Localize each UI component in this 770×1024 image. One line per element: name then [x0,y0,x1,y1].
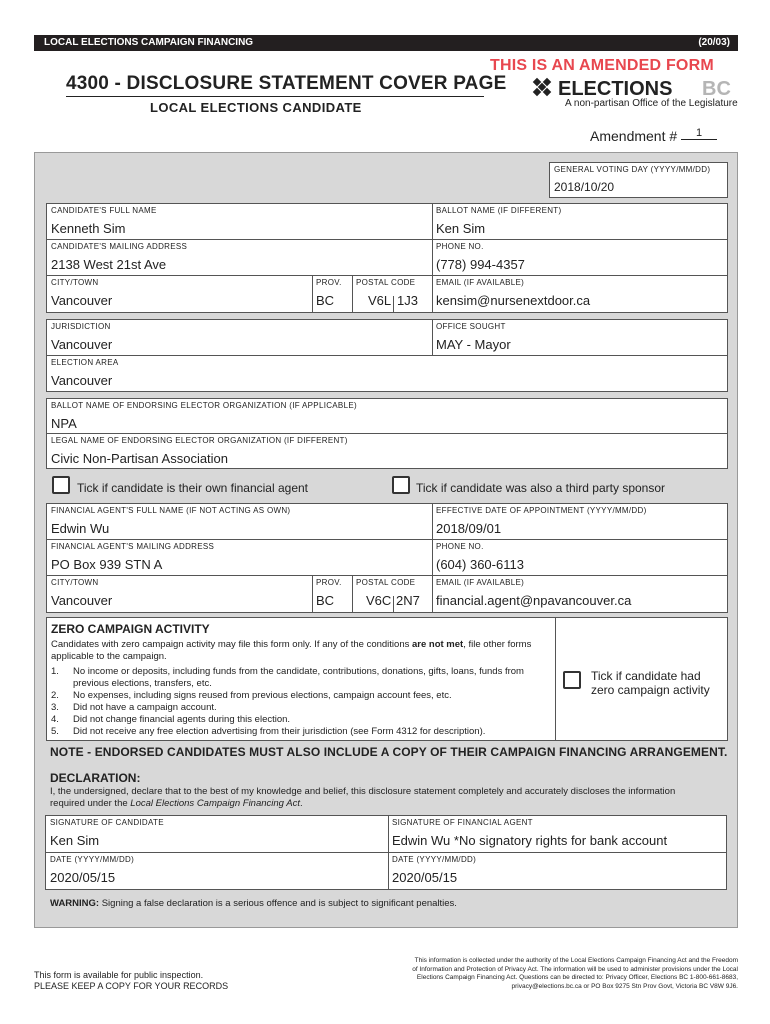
page-subtitle: LOCAL ELECTIONS CANDIDATE [150,100,362,115]
agent-postal-code-part-b: 2N7 [396,593,420,608]
candidate-signature-date-field[interactable] [46,853,388,889]
agent-email-field[interactable] [432,576,728,612]
zero-condition-text: Did not receive any free election advertising from their jurisdiction (see Form 4312 for description). [73,726,486,737]
amended-stamp: THIS IS AN AMENDED FORM [490,57,714,74]
agent-phone-field[interactable] [432,540,728,575]
agent-signature-label: SIGNATURE OF FINANCIAL AGENT [392,818,533,827]
candidate-signature-label: SIGNATURE OF CANDIDATE [50,818,164,827]
agent-appointment-date-label: EFFECTIVE DATE OF APPOINTMENT (YYYY/MM/DD) [436,506,647,515]
org-legal-name-label: LEGAL NAME OF ENDORSING ELECTOR ORGANIZATION (IF DIFFERENT) [51,436,348,445]
declaration-act-name: Local Elections Campaign Financing Act [130,798,300,809]
agent-city-label: CITY/TOWN [51,578,99,587]
election-area-field[interactable] [47,356,727,391]
zero-intro-bold: are not met [412,639,464,650]
amendment-label: Amendment # [590,128,678,144]
zero-condition-number: 2. [51,690,59,701]
agent-mailing-address-label: FINANCIAL AGENT'S MAILING ADDRESS [51,542,215,551]
own-agent-checkbox[interactable] [52,476,70,494]
org-legal-name-field[interactable] [47,434,727,468]
candidate-postal-code-part-b: 1J3 [397,293,418,308]
candidate-city-label: CITY/TOWN [51,278,99,287]
candidate-phone-value: (778) 994-4357 [436,257,525,272]
candidate-phone-label: PHONE NO. [436,242,484,251]
form-series-label: LOCAL ELECTIONS CAMPAIGN FINANCING [44,37,254,48]
zero-condition-item [51,726,556,738]
candidate-signature-date-value: 2020/05/15 [50,870,116,885]
candidate-full-name-value: Kenneth Sim [51,221,126,236]
zero-condition-text: No income or deposits, including funds from the candidate, contributions, donations, gifts, loans, funds from [73,666,524,677]
ballot-name-value: Ken Sim [436,221,486,236]
declaration-heading: DECLARATION: [50,771,141,785]
candidate-email-label: EMAIL (IF AVAILABLE) [436,278,525,287]
general-voting-day-value: 2018/10/20 [554,180,615,194]
agent-postal-code-label: POSTAL CODE [356,578,416,587]
agent-full-name-label: FINANCIAL AGENT'S FULL NAME (IF NOT ACTING AS OWN) [51,506,291,515]
agent-appointment-date-field[interactable] [432,504,728,539]
jurisdiction-label: JURISDICTION [51,322,111,331]
form-frame [34,152,738,928]
candidate-phone-field[interactable] [432,240,728,275]
agent-mailing-address-value: PO Box 939 STN A [51,557,163,572]
agent-province-field[interactable] [312,576,352,612]
jurisdiction-value: Vancouver [51,337,113,352]
agent-email-value: financial.agent@npavancouver.ca [436,593,632,608]
zero-condition-item [51,690,556,702]
org-ballot-name-field[interactable] [47,399,727,433]
agent-city-value: Vancouver [51,593,113,608]
jurisdiction-section [46,319,728,392]
candidate-signature-value: Ken Sim [50,833,100,848]
org-legal-name-value: Civic Non-Partisan Association [51,451,229,466]
candidate-city-field[interactable] [47,276,312,312]
agent-province-value: BC [316,593,335,608]
candidate-province-field[interactable] [312,276,352,312]
candidate-city-value: Vancouver [51,293,113,308]
office-sought-field[interactable] [432,320,728,355]
zero-condition-text: previous elections, transfers, etc. [73,678,212,689]
logo-wordmark: ELECTIONS [558,78,673,99]
agent-mailing-address-field[interactable] [47,540,432,575]
elections-bc-logo-mark [530,77,740,99]
candidate-mailing-address-field[interactable] [47,240,432,275]
zero-intro-text-a: Candidates with zero campaign activity may file this form only. If any of the conditions [51,639,412,650]
declaration-line-1: I, the undersigned, declare that to the best of my knowledge and belief, this disclosure statement completely and accurately discloses the information [50,786,676,797]
agent-signature-date-value: 2020/05/15 [392,870,458,885]
zero-condition-item [51,702,556,714]
zero-activity-checkbox-label [591,669,710,697]
agent-full-name-field[interactable] [47,504,432,539]
election-area-label: ELECTION AREA [51,358,119,367]
office-sought-value: MAY - Mayor [436,337,511,352]
zero-condition-text: Did not change financial agents during this election. [73,714,291,725]
zero-condition-number: 5. [51,726,59,737]
zero-tick-line-b: zero campaign activity [591,683,710,697]
agent-city-field[interactable] [47,576,312,612]
declaration-line-2c: . [299,798,303,809]
agent-province-label: PROV. [316,578,342,587]
zero-condition-item [51,714,556,726]
candidate-province-label: PROV. [316,278,342,287]
general-voting-day-label: GENERAL VOTING DAY (YYYY/MM/DD) [554,165,711,174]
third-party-checkbox-label: Tick if candidate was also a third party sponsor [416,481,666,495]
office-sought-label: OFFICE SOUGHT [436,322,506,331]
agent-postal-code-part-a: V6C [366,593,392,608]
zero-intro-text-b: , file other forms [463,639,532,650]
general-voting-day-field[interactable] [549,162,728,198]
warning-text [50,898,457,909]
agent-appointment-date-value: 2018/09/01 [436,521,502,536]
org-ballot-name-value: NPA [51,416,77,431]
privacy-line-1: This information is collected under the authority of the Local Elections Campaign Financing Act and the Freedom [414,957,738,964]
candidate-postal-code-field[interactable] [352,276,432,312]
agent-postal-code-field[interactable] [352,576,432,612]
zero-condition-item [51,666,556,678]
financial-agent-section [46,503,728,613]
form-top-bar [34,35,738,51]
agent-phone-label: PHONE NO. [436,542,484,551]
form-version: (20/03) [698,37,730,48]
candidate-mailing-address-label: CANDIDATE'S MAILING ADDRESS [51,242,188,251]
zero-activity-intro [51,639,551,663]
zero-tick-line-a: Tick if candidate had [591,669,701,683]
zero-condition-text: No expenses, including signs reused from previous elections, campaign account fees, etc. [73,690,452,701]
zero-campaign-activity-section [46,617,728,741]
privacy-line-2: of Information and Protection of Privacy Act. The information will be used to administer provisions under the Local [412,965,738,973]
privacy-notice [398,957,738,991]
agent-signature-date-field[interactable] [388,853,726,889]
candidate-full-name-field[interactable] [47,204,432,239]
candidate-section [46,203,728,313]
zero-activity-heading: ZERO CAMPAIGN ACTIVITY [51,622,210,636]
elector-organization-section [46,398,728,469]
candidate-signature-date-label: DATE (YYYY/MM/DD) [50,855,135,864]
candidate-email-field[interactable] [432,276,728,312]
warning-message: Signing a false declaration is a serious offence and is subject to significant penalties. [99,898,457,909]
zero-conditions-list [51,666,556,738]
amendment-number [590,128,717,145]
privacy-line-3: Elections Campaign Financing Act. Questions can be directed to: Privacy Officer, Elections BC 1-800-661-8683, [416,974,738,981]
page-title: 4300 - DISCLOSURE STATEMENT COVER PAGE [66,73,507,94]
agent-full-name-value: Edwin Wu [51,521,110,536]
candidate-postal-code-label: POSTAL CODE [356,278,416,287]
public-inspection-note: This form is available for public inspection. [34,970,204,980]
candidate-province-value: BC [316,293,335,308]
zero-condition-text: Did not have a campaign account. [73,702,217,713]
candidate-signature-field[interactable] [46,816,388,852]
logo-tagline: A non-partisan Office of the Legislature [565,98,738,109]
warning-label: WARNING: [50,898,100,909]
agent-signature-value: Edwin Wu *No signatory rights for bank account [392,833,668,848]
keep-copy-note: PLEASE KEEP A COPY FOR YOUR RECORDS [34,981,229,991]
candidate-email-value: kensim@nursenextdoor.ca [436,293,591,308]
agent-signature-field[interactable] [388,816,726,852]
ballot-name-field[interactable] [432,204,728,239]
zero-intro-text-c: applicable to the campaign. [51,651,167,662]
amendment-value: 1 [681,127,717,140]
privacy-line-4: privacy@elections.bc.ca or PO Box 9275 Stn Prov Govt, Victoria BC V8W 9J6. [511,982,738,990]
signature-section [45,815,727,890]
agent-signature-date-label: DATE (YYYY/MM/DD) [392,855,477,864]
agent-phone-value: (604) 360-6113 [436,557,524,572]
jurisdiction-field[interactable] [47,320,432,355]
zero-condition-item [51,678,556,690]
zero-condition-number: 1. [51,666,59,677]
endorsed-candidates-note: NOTE - ENDORSED CANDIDATES MUST ALSO INCLUDE A COPY OF THEIR CAMPAIGN FINANCING ARRANGEMENT. [50,745,728,759]
zero-activity-checkbox[interactable] [563,671,581,689]
title-underline [66,96,484,97]
own-agent-checkbox-label: Tick if candidate is their own financial agent [77,481,309,495]
election-area-value: Vancouver [51,373,113,388]
zero-condition-number: 3. [51,702,59,713]
zero-condition-number: 4. [51,714,59,725]
agent-email-label: EMAIL (IF AVAILABLE) [436,578,525,587]
org-ballot-name-label: BALLOT NAME OF ENDORSING ELECTOR ORGANIZATION (IF APPLICABLE) [51,401,357,410]
ballot-name-label: BALLOT NAME (IF DIFFERENT) [436,206,562,215]
third-party-checkbox[interactable] [392,476,410,494]
declaration-text [50,786,730,810]
declaration-line-2a: required under the [50,798,131,809]
candidate-mailing-address-value: 2138 West 21st Ave [51,257,167,272]
candidate-postal-code-part-a: V6L [368,293,392,308]
logo-suffix: BC [702,78,731,99]
candidate-full-name-label: CANDIDATE'S FULL NAME [51,206,157,215]
